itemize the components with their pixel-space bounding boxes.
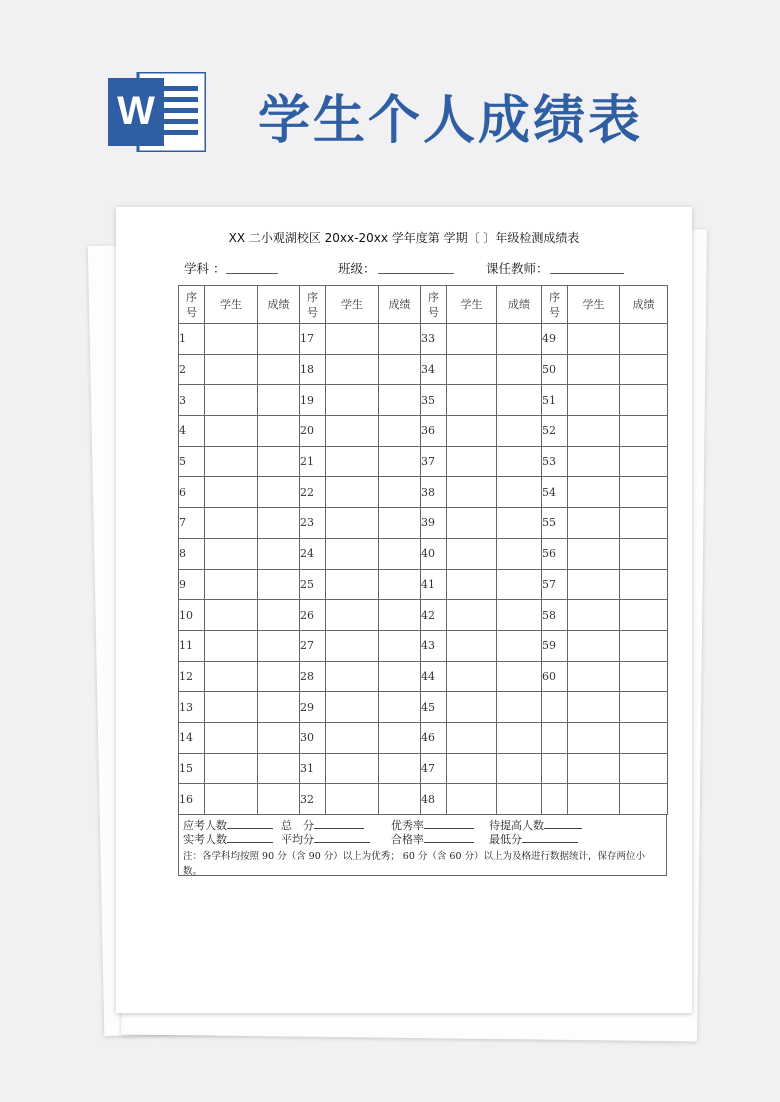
grade-table	[178, 285, 668, 815]
score-cell[interactable]	[379, 661, 421, 692]
score-cell[interactable]	[258, 784, 300, 815]
table-row	[179, 722, 668, 753]
score-cell[interactable]	[620, 569, 668, 600]
student-name-cell[interactable]	[205, 538, 258, 569]
student-name-cell[interactable]	[326, 661, 379, 692]
student-name-cell[interactable]	[447, 692, 497, 723]
student-name-cell[interactable]	[326, 446, 379, 477]
seq-number-cell: 19	[300, 385, 326, 416]
student-name-cell[interactable]	[326, 692, 379, 723]
student-name-cell[interactable]	[205, 722, 258, 753]
student-name-cell[interactable]	[205, 784, 258, 815]
column-header: 成绩	[379, 286, 421, 324]
pass-rate-field[interactable]	[391, 831, 474, 847]
seq-number-cell: 32	[300, 784, 326, 815]
score-cell[interactable]	[620, 416, 668, 447]
student-name-cell[interactable]	[205, 630, 258, 661]
student-name-cell[interactable]	[568, 477, 620, 508]
score-cell[interactable]	[258, 324, 300, 355]
seq-number-cell: 7	[179, 508, 205, 539]
student-name-cell[interactable]	[205, 692, 258, 723]
table-row	[179, 630, 668, 661]
score-cell[interactable]	[379, 784, 421, 815]
seq-number-cell: 58	[542, 600, 568, 631]
score-cell[interactable]	[258, 630, 300, 661]
column-header: 序号	[542, 286, 568, 324]
seq-number-cell: 33	[421, 324, 447, 355]
student-name-cell[interactable]	[326, 630, 379, 661]
seq-number-cell: 36	[421, 416, 447, 447]
seq-number-cell: 22	[300, 477, 326, 508]
student-name-cell[interactable]	[326, 477, 379, 508]
student-name-cell[interactable]	[447, 354, 497, 385]
student-name-cell[interactable]	[326, 753, 379, 784]
total-score-label: 总 分	[281, 819, 314, 832]
table-header-row	[179, 286, 668, 324]
score-cell[interactable]	[379, 385, 421, 416]
score-cell[interactable]	[379, 508, 421, 539]
score-cell[interactable]	[258, 385, 300, 416]
student-name-cell[interactable]	[447, 753, 497, 784]
seq-number-cell: 54	[542, 477, 568, 508]
document-title: XX 二小观湖校区 20xx-20xx 学年度第 学期〔 〕年级检测成绩表	[228, 231, 580, 245]
seq-number-cell: 21	[300, 446, 326, 477]
score-cell[interactable]	[497, 324, 542, 355]
score-cell[interactable]	[258, 753, 300, 784]
score-cell[interactable]	[379, 324, 421, 355]
score-cell[interactable]	[258, 569, 300, 600]
seq-number-cell: 59	[542, 630, 568, 661]
class-blank[interactable]	[378, 273, 454, 274]
student-name-cell[interactable]	[447, 538, 497, 569]
seq-number-cell: 41	[421, 569, 447, 600]
table-row	[179, 600, 668, 631]
seq-number-cell: 29	[300, 692, 326, 723]
seq-number-cell: 2	[179, 354, 205, 385]
student-name-cell[interactable]	[447, 784, 497, 815]
score-cell[interactable]	[620, 538, 668, 569]
student-name-cell[interactable]	[568, 538, 620, 569]
student-name-cell[interactable]	[326, 600, 379, 631]
score-cell[interactable]	[620, 753, 668, 784]
score-cell[interactable]	[258, 600, 300, 631]
teacher-blank[interactable]	[550, 273, 624, 274]
score-cell[interactable]	[620, 324, 668, 355]
score-cell[interactable]	[258, 661, 300, 692]
column-header: 成绩	[258, 286, 300, 324]
student-name-cell[interactable]	[326, 416, 379, 447]
seq-number-cell: 12	[179, 661, 205, 692]
student-name-cell[interactable]	[326, 324, 379, 355]
student-name-cell[interactable]	[568, 692, 620, 723]
banner-title: 学生个人成绩表	[258, 91, 644, 151]
seq-number-cell: 51	[542, 385, 568, 416]
score-cell[interactable]	[379, 446, 421, 477]
seq-number-cell: 3	[179, 385, 205, 416]
student-name-cell[interactable]	[447, 630, 497, 661]
student-name-cell[interactable]	[568, 416, 620, 447]
seq-number-cell: 25	[300, 569, 326, 600]
seq-number-cell: 34	[421, 354, 447, 385]
seq-number-cell: 4	[179, 416, 205, 447]
student-name-cell[interactable]	[568, 354, 620, 385]
seq-number-cell: 45	[421, 692, 447, 723]
score-cell[interactable]	[497, 446, 542, 477]
student-name-cell[interactable]	[326, 354, 379, 385]
student-name-cell[interactable]	[568, 661, 620, 692]
seq-number-cell: 50	[542, 354, 568, 385]
student-name-cell[interactable]	[568, 600, 620, 631]
seq-number-cell: 39	[421, 508, 447, 539]
table-row	[179, 661, 668, 692]
score-cell[interactable]	[620, 446, 668, 477]
seq-number-cell: 13	[179, 692, 205, 723]
seq-number-cell: 43	[421, 630, 447, 661]
seq-number-cell: 55	[542, 508, 568, 539]
seq-number-cell: 38	[421, 477, 447, 508]
lowest-score-label: 最低分	[489, 833, 522, 846]
score-cell[interactable]	[497, 416, 542, 447]
score-cell[interactable]	[620, 722, 668, 753]
score-cell[interactable]	[497, 508, 542, 539]
seq-number-cell: 26	[300, 600, 326, 631]
actual-count-field[interactable]	[183, 831, 273, 847]
excellent-rate-label: 优秀率	[391, 819, 424, 832]
student-name-cell[interactable]	[568, 722, 620, 753]
score-cell[interactable]	[497, 784, 542, 815]
score-cell[interactable]	[258, 722, 300, 753]
student-name-cell[interactable]	[205, 324, 258, 355]
student-name-cell[interactable]	[205, 661, 258, 692]
seq-number-cell: 47	[421, 753, 447, 784]
subject-blank[interactable]	[226, 273, 278, 274]
score-cell[interactable]	[620, 385, 668, 416]
seq-number-cell: 37	[421, 446, 447, 477]
score-cell[interactable]	[258, 354, 300, 385]
student-name-cell[interactable]	[447, 477, 497, 508]
table-row	[179, 446, 668, 477]
student-name-cell[interactable]	[205, 385, 258, 416]
seq-number-cell: 18	[300, 354, 326, 385]
student-name-cell[interactable]	[205, 477, 258, 508]
score-cell[interactable]	[620, 784, 668, 815]
seq-number-cell: 15	[179, 753, 205, 784]
average-score-field[interactable]	[281, 831, 370, 847]
seq-number-cell: 16	[179, 784, 205, 815]
student-name-cell[interactable]	[447, 324, 497, 355]
student-name-cell[interactable]	[447, 600, 497, 631]
score-cell[interactable]	[379, 692, 421, 723]
seq-number-cell: 24	[300, 538, 326, 569]
seq-number-cell: 1	[179, 324, 205, 355]
score-cell[interactable]	[497, 569, 542, 600]
score-cell[interactable]	[497, 600, 542, 631]
table-row	[179, 508, 668, 539]
table-row	[179, 477, 668, 508]
student-name-cell[interactable]	[205, 446, 258, 477]
seq-number-cell: 52	[542, 416, 568, 447]
table-row	[179, 416, 668, 447]
score-cell[interactable]	[258, 446, 300, 477]
score-cell[interactable]	[497, 385, 542, 416]
score-cell[interactable]	[379, 753, 421, 784]
score-cell[interactable]	[258, 692, 300, 723]
seq-number-cell: 49	[542, 324, 568, 355]
student-name-cell[interactable]	[205, 354, 258, 385]
score-cell[interactable]	[258, 477, 300, 508]
document-page	[116, 207, 692, 1013]
word-document-icon	[108, 72, 206, 152]
seq-number-cell: 10	[179, 600, 205, 631]
seq-number-cell	[542, 753, 568, 784]
seq-number-cell: 53	[542, 446, 568, 477]
score-cell[interactable]	[497, 630, 542, 661]
student-name-cell[interactable]	[568, 630, 620, 661]
seq-number-cell: 48	[421, 784, 447, 815]
score-cell[interactable]	[620, 661, 668, 692]
student-name-cell[interactable]	[326, 508, 379, 539]
column-header: 学生	[568, 286, 620, 324]
seq-number-cell: 31	[300, 753, 326, 784]
lowest-score-field[interactable]	[489, 831, 578, 847]
student-name-cell[interactable]	[205, 416, 258, 447]
score-cell[interactable]	[379, 630, 421, 661]
seq-number-cell: 17	[300, 324, 326, 355]
student-name-cell[interactable]	[326, 784, 379, 815]
seq-number-cell: 30	[300, 722, 326, 753]
seq-number-cell: 28	[300, 661, 326, 692]
score-cell[interactable]	[258, 416, 300, 447]
column-header: 学生	[447, 286, 497, 324]
score-cell[interactable]	[620, 354, 668, 385]
column-header: 成绩	[497, 286, 542, 324]
score-cell[interactable]	[379, 416, 421, 447]
student-name-cell[interactable]	[568, 446, 620, 477]
seq-number-cell: 40	[421, 538, 447, 569]
seq-number-cell: 57	[542, 569, 568, 600]
score-cell[interactable]	[379, 477, 421, 508]
score-cell[interactable]	[497, 354, 542, 385]
seq-number-cell	[542, 784, 568, 815]
student-name-cell[interactable]	[447, 722, 497, 753]
seq-number-cell: 8	[179, 538, 205, 569]
table-row	[179, 324, 668, 355]
score-cell[interactable]	[379, 722, 421, 753]
column-header: 学生	[326, 286, 379, 324]
seq-number-cell: 11	[179, 630, 205, 661]
column-header: 学生	[205, 286, 258, 324]
score-cell[interactable]	[620, 600, 668, 631]
student-name-cell[interactable]	[205, 569, 258, 600]
score-cell[interactable]	[497, 753, 542, 784]
seq-number-cell: 6	[179, 477, 205, 508]
seq-number-cell: 35	[421, 385, 447, 416]
student-name-cell[interactable]	[447, 569, 497, 600]
score-cell[interactable]	[620, 508, 668, 539]
statistics-section	[178, 814, 667, 876]
student-name-cell[interactable]	[447, 446, 497, 477]
student-name-cell[interactable]	[447, 661, 497, 692]
seq-number-cell: 27	[300, 630, 326, 661]
score-cell[interactable]	[258, 508, 300, 539]
seq-number-cell: 20	[300, 416, 326, 447]
student-name-cell[interactable]	[568, 324, 620, 355]
seq-number-cell: 44	[421, 661, 447, 692]
score-cell[interactable]	[620, 692, 668, 723]
student-name-cell[interactable]	[447, 416, 497, 447]
student-name-cell[interactable]	[326, 569, 379, 600]
score-cell[interactable]	[497, 538, 542, 569]
table-row	[179, 538, 668, 569]
seq-number-cell: 9	[179, 569, 205, 600]
table-row	[179, 354, 668, 385]
score-cell[interactable]	[620, 477, 668, 508]
seq-number-cell: 60	[542, 661, 568, 692]
student-name-cell[interactable]	[326, 538, 379, 569]
score-cell[interactable]	[497, 477, 542, 508]
column-header: 序号	[300, 286, 326, 324]
pass-rate-label: 合格率	[391, 833, 424, 846]
table-row	[179, 753, 668, 784]
student-name-cell[interactable]	[205, 508, 258, 539]
table-row	[179, 692, 668, 723]
student-name-cell[interactable]	[447, 508, 497, 539]
table-row	[179, 569, 668, 600]
score-cell[interactable]	[497, 722, 542, 753]
student-name-cell[interactable]	[447, 385, 497, 416]
actual-count-label: 实考人数	[183, 833, 227, 846]
word-logo-letter: W	[117, 89, 155, 133]
class-label: 班级：	[338, 261, 376, 276]
score-cell[interactable]	[379, 354, 421, 385]
score-cell[interactable]	[379, 600, 421, 631]
student-name-cell[interactable]	[568, 753, 620, 784]
score-cell[interactable]	[258, 538, 300, 569]
seq-number-cell: 56	[542, 538, 568, 569]
student-name-cell[interactable]	[205, 753, 258, 784]
score-cell[interactable]	[497, 661, 542, 692]
student-name-cell[interactable]	[326, 722, 379, 753]
seq-number-cell: 42	[421, 600, 447, 631]
average-score-label: 平均分	[281, 833, 314, 846]
student-name-cell[interactable]	[568, 385, 620, 416]
table-row	[179, 385, 668, 416]
score-cell[interactable]	[379, 569, 421, 600]
teacher-label: 课任教师：	[486, 261, 549, 276]
score-cell[interactable]	[379, 538, 421, 569]
scoring-note: 注：各学科均按照 90 分（含 90 分）以上为优秀； 60 分（含 60 分）以上为及格进行数据统计，保存两位小数。	[183, 851, 646, 877]
student-name-cell[interactable]	[568, 784, 620, 815]
score-cell[interactable]	[620, 630, 668, 661]
subject-label: 学科 ：	[184, 261, 226, 276]
seq-number-cell	[542, 692, 568, 723]
expected-count-label: 应考人数	[183, 819, 227, 832]
column-header: 成绩	[620, 286, 668, 324]
table-row	[179, 784, 668, 815]
score-cell[interactable]	[497, 692, 542, 723]
student-name-cell[interactable]	[568, 569, 620, 600]
seq-number-cell: 5	[179, 446, 205, 477]
student-name-cell[interactable]	[568, 508, 620, 539]
seq-number-cell: 14	[179, 722, 205, 753]
seq-number-cell	[542, 722, 568, 753]
column-header: 序号	[421, 286, 447, 324]
seq-number-cell: 46	[421, 722, 447, 753]
column-header: 序号	[179, 286, 205, 324]
student-name-cell[interactable]	[326, 385, 379, 416]
student-name-cell[interactable]	[205, 600, 258, 631]
seq-number-cell: 23	[300, 508, 326, 539]
to-improve-label: 待提高人数	[489, 819, 544, 832]
